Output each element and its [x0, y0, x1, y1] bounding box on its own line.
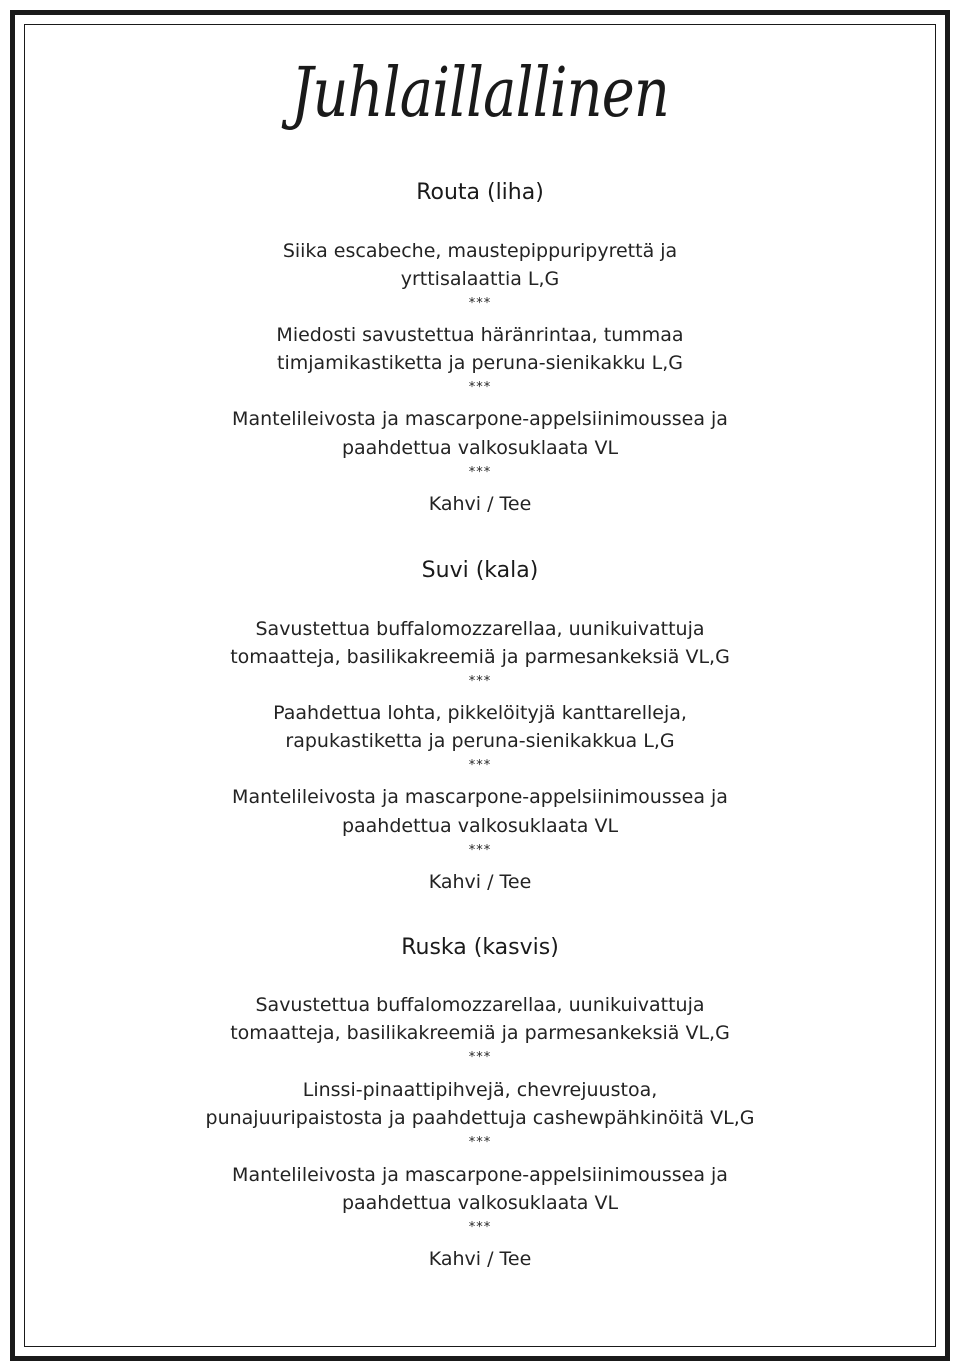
- course-line: Savustettua buffalomozzarellaa, uunikuivattuja: [255, 994, 705, 1016]
- course-line: Siika escabeche, maustepippuripyrettä ja: [282, 240, 678, 262]
- section-heading-suvi: Suvi (kala): [421, 558, 539, 583]
- course-line: tomaatteja, basilikakreemiä ja parmesankeksiä VL,G: [230, 1022, 730, 1044]
- course-line: tomaatteja, basilikakreemiä ja parmesankeksiä VL,G: [230, 646, 730, 668]
- course-line: paahdettua valkosuklaata VL: [341, 437, 619, 459]
- section-heading-routa: Routa (liha): [416, 180, 544, 205]
- course-line: Miedosti savustettua häränrintaa, tummaa: [276, 324, 684, 346]
- section-heading-ruska: Ruska (kasvis): [401, 935, 559, 960]
- course-separator: ***: [468, 758, 492, 773]
- course-line: Mantelileivosta ja mascarpone-appelsiinimoussea ja: [232, 1164, 728, 1186]
- course-line: yrttisalaattia L,G: [400, 268, 560, 290]
- course-line: Mantelileivosta ja mascarpone-appelsiinimoussea ja: [232, 408, 728, 430]
- course-line: Savustettua buffalomozzarellaa, uunikuivattuja: [255, 618, 705, 640]
- course-line: paahdettua valkosuklaata VL: [341, 1192, 619, 1214]
- course-line: Mantelileivosta ja mascarpone-appelsiinimoussea ja: [232, 786, 728, 808]
- course-line: Kahvi / Tee: [428, 871, 532, 893]
- course-line: Linssi-pinaattipihvejä, chevrejuustoa,: [302, 1079, 658, 1101]
- course-separator: ***: [468, 1050, 492, 1065]
- course-line: Kahvi / Tee: [428, 1248, 532, 1270]
- menu-title: Juhlaillallinen: [290, 54, 670, 133]
- course-line: timjamikastiketta ja peruna-sienikakku L,G: [277, 352, 683, 374]
- course-line: Kahvi / Tee: [428, 493, 532, 515]
- course-separator: ***: [468, 843, 492, 858]
- course-separator: ***: [468, 380, 492, 395]
- course-line: punajuuripaistosta ja paahdettuja cashewpähkinöitä VL,G: [205, 1107, 755, 1129]
- course-separator: ***: [468, 465, 492, 480]
- course-line: paahdettua valkosuklaata VL: [341, 815, 619, 837]
- course-separator: ***: [468, 1135, 492, 1150]
- course-separator: ***: [468, 674, 492, 689]
- course-line: Paahdettua lohta, pikkelöityjä kanttarelleja,: [273, 702, 687, 724]
- course-separator: ***: [468, 1220, 492, 1235]
- course-line: rapukastiketta ja peruna-sienikakkua L,G: [285, 730, 675, 752]
- course-separator: ***: [468, 296, 492, 311]
